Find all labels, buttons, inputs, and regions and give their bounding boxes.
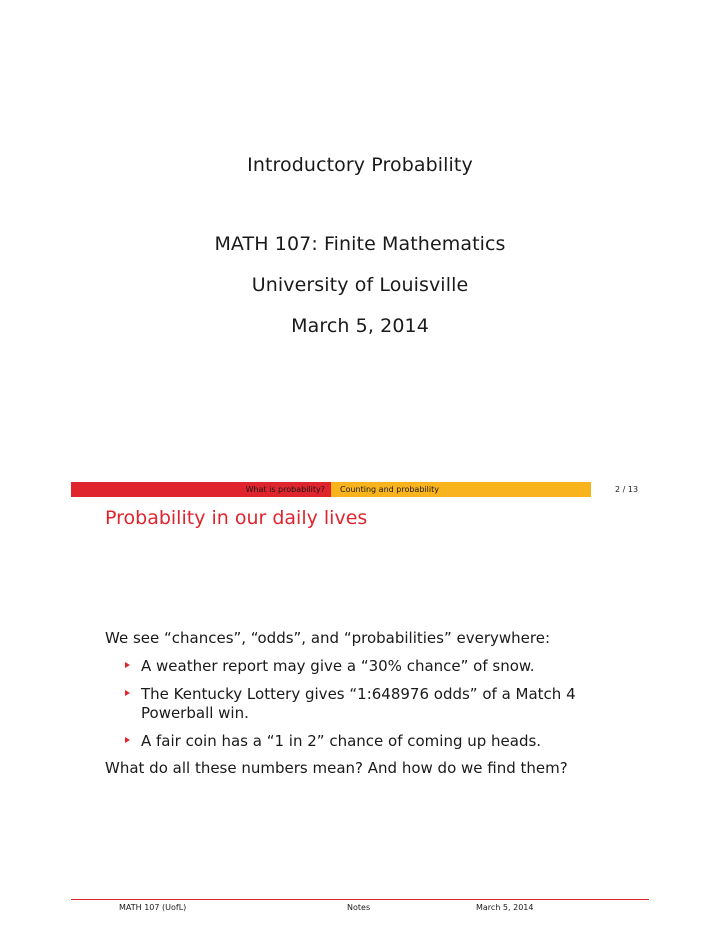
bullet-text: A fair coin has a “1 in 2” chance of coming up heads. xyxy=(141,732,542,750)
bullet-triangle-icon xyxy=(125,690,130,696)
presentation-date: March 5, 2014 xyxy=(291,315,429,337)
bullet-text: A weather report may give a “30% chance” of snow. xyxy=(141,657,535,675)
nav-section-what-is-probability[interactable]: What is probability? xyxy=(245,485,325,494)
presentation-title: Introductory Probability xyxy=(247,154,473,176)
page-number: 2 / 13 xyxy=(615,485,639,494)
bullet-triangle-icon xyxy=(125,662,130,668)
bullet-text: The Kentucky Lottery gives “1:648976 odds” of a Match 4 xyxy=(141,685,576,703)
institution-name: University of Louisville xyxy=(251,274,469,296)
nav-section-counting-and-probability[interactable]: Counting and probability xyxy=(340,485,439,494)
course-name: MATH 107: Finite Mathematics xyxy=(214,233,506,255)
footer-date: March 5, 2014 xyxy=(476,903,534,912)
section-navigation-bar xyxy=(71,482,649,497)
bullet-text: Powerball win. xyxy=(141,704,249,722)
footer-course: MATH 107 (UofL) xyxy=(119,903,187,912)
footer-divider xyxy=(71,899,649,900)
frame-title: Probability in our daily lives xyxy=(105,507,368,529)
footer-notes-label: Notes xyxy=(347,903,371,912)
intro-text: We see “chances”, “odds”, and “probabilities” everywhere: xyxy=(105,629,550,647)
bullet-triangle-icon xyxy=(125,737,130,743)
closing-text: What do all these numbers mean? And how do we find them? xyxy=(105,759,568,777)
